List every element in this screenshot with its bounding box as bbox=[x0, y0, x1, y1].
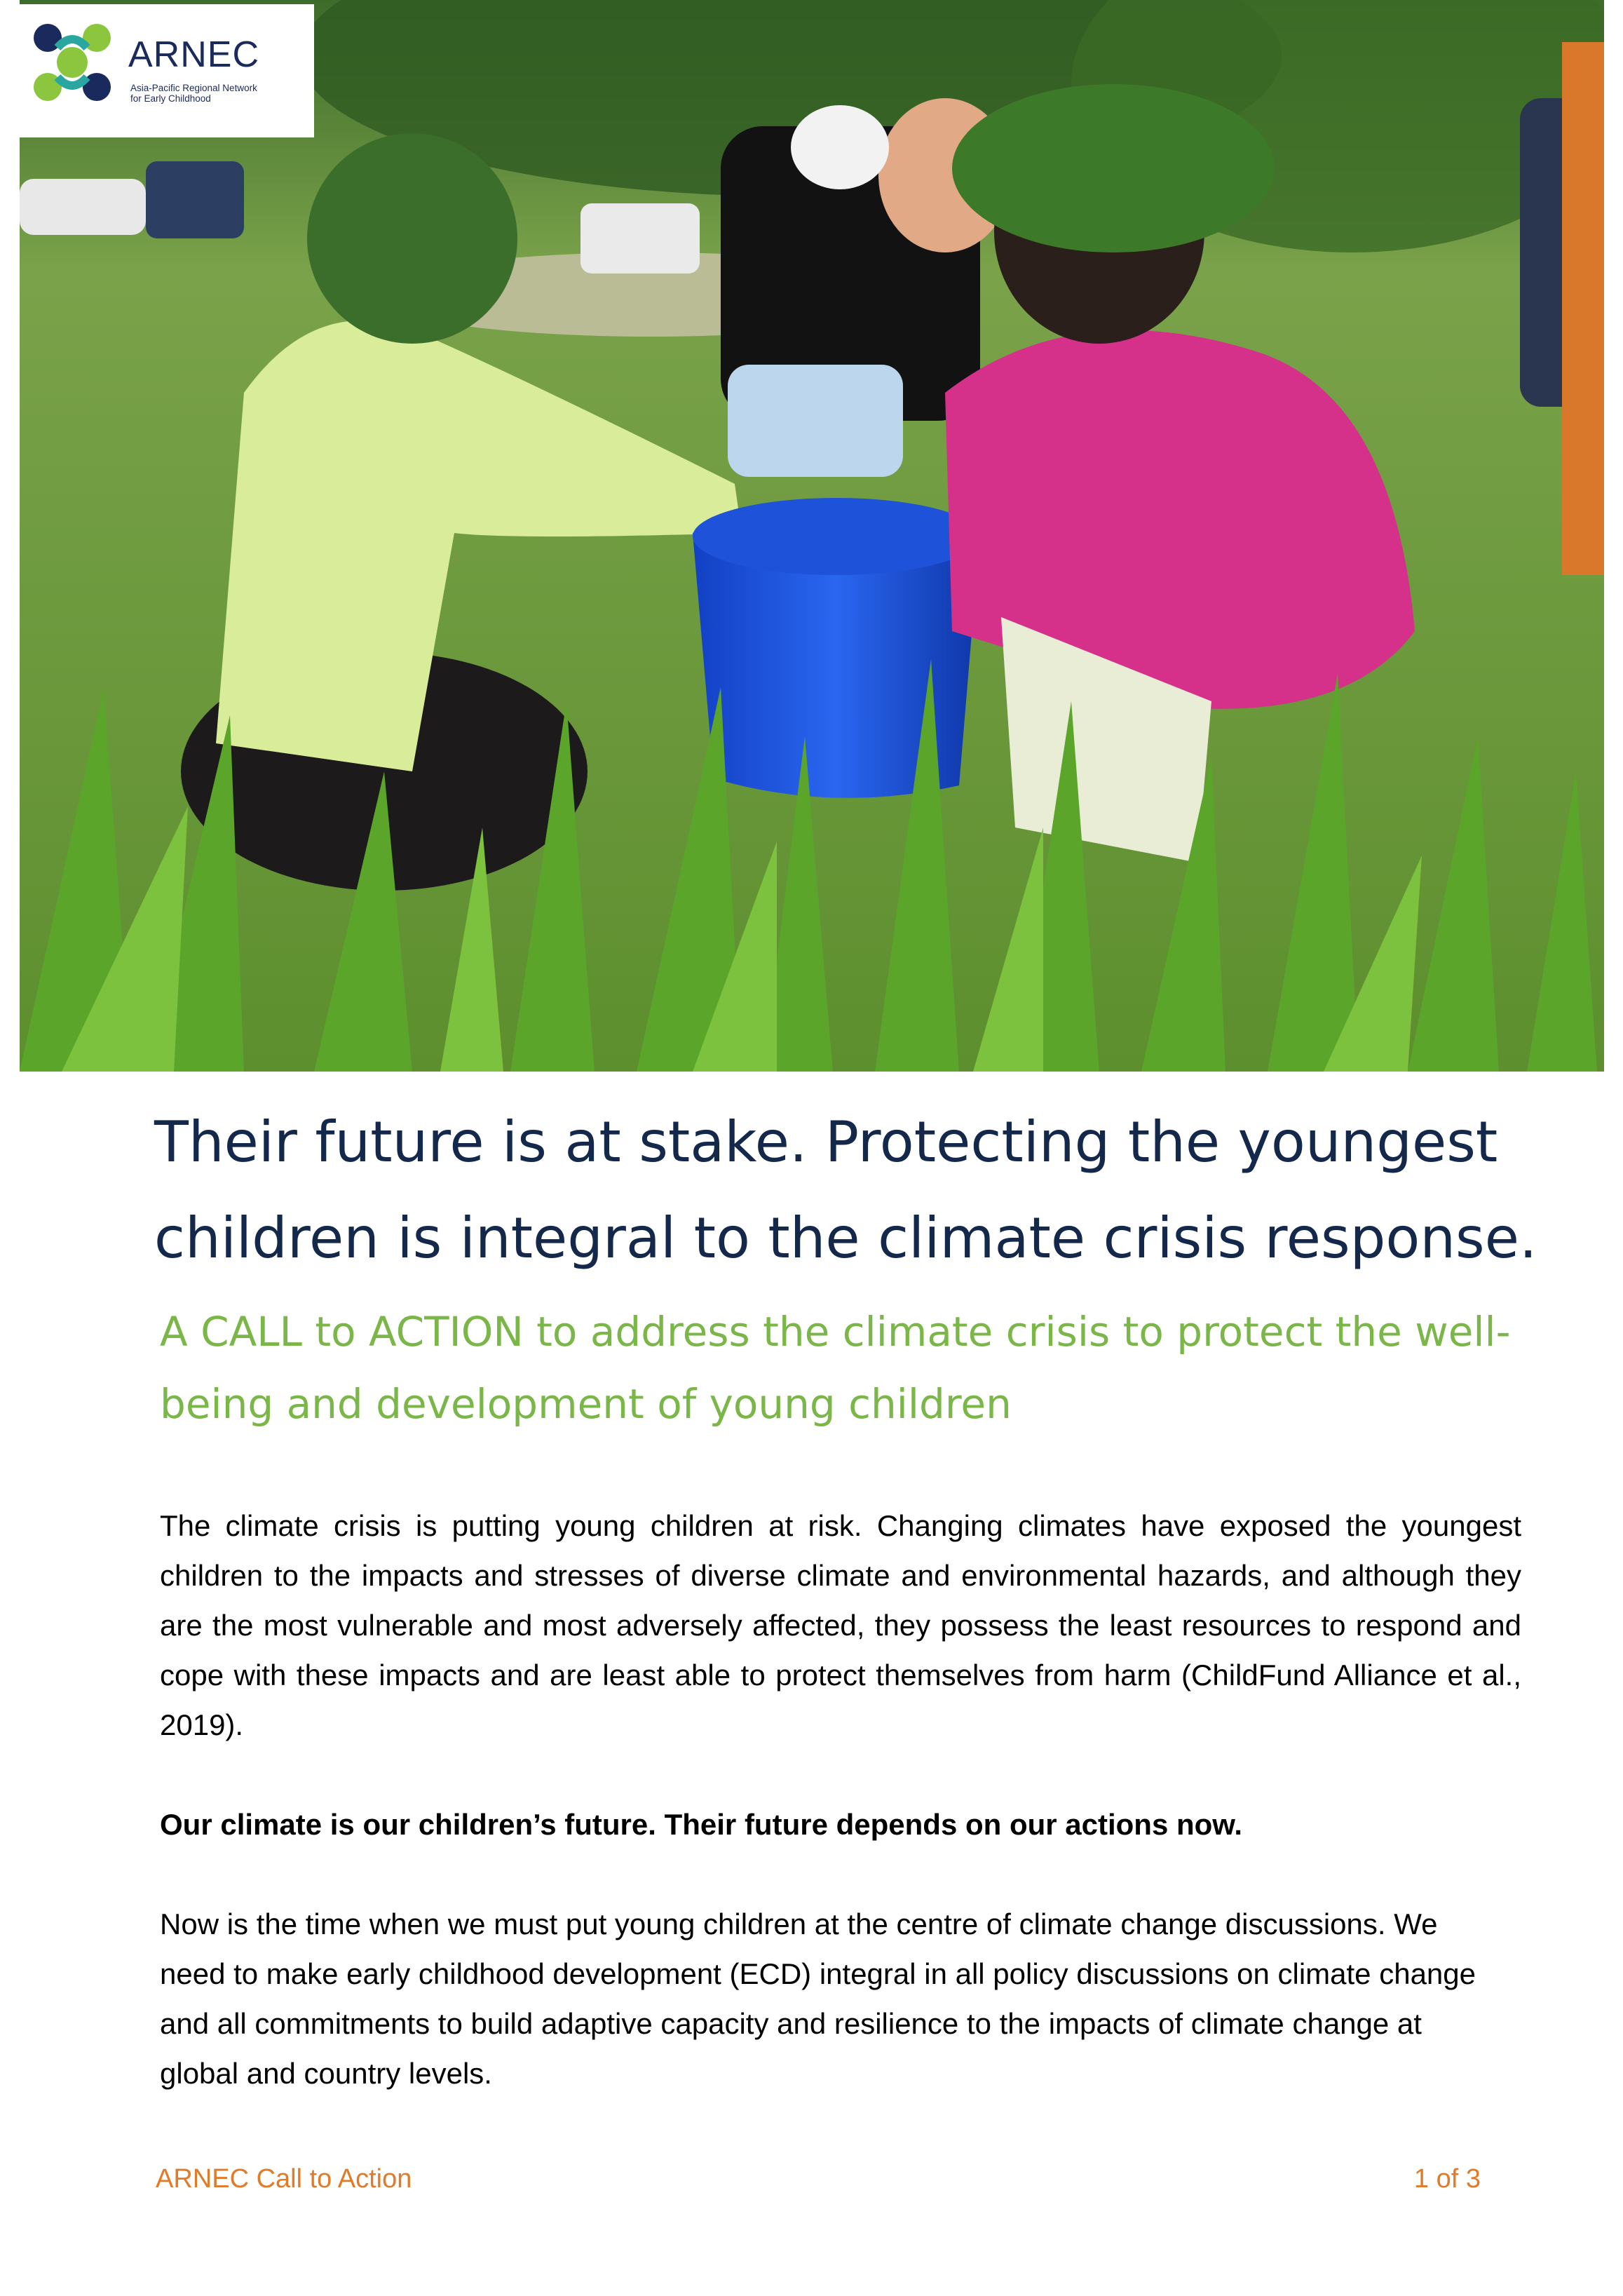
emphasis-statement: Our climate is our children’s future. Their future depends on our actions now. bbox=[160, 1808, 1243, 1841]
arnec-logo[interactable] bbox=[20, 4, 314, 137]
logo-subtitle bbox=[130, 83, 313, 104]
footer-document-title: ARNEC Call to Action bbox=[156, 2164, 412, 2194]
call-to-action-subtitle: A CALL to ACTION to address the climate crisis to protect the well-being and development of young children bbox=[160, 1308, 1511, 1428]
closing-paragraph: Now is the time when we must put young children at the centre of climate change discussions. We need to make early childhood development (ECD) integral in all policy discussions on climate change and all commitments to build adaptive capacity and resilience to the impacts of climate change at global and country levels. bbox=[160, 1907, 1476, 2090]
arnec-logo-mark-icon bbox=[27, 17, 118, 108]
footer-page-number: 1 of 3 bbox=[1413, 2164, 1481, 2194]
logo-name: ARNEC bbox=[128, 34, 260, 75]
hero-photo bbox=[20, 0, 1604, 1072]
logo-subtitle-line-2: for Early Childhood bbox=[130, 93, 211, 104]
logo-subtitle-line-1: Asia-Pacific Regional Network bbox=[130, 83, 257, 93]
intro-paragraph: The climate crisis is putting young children at risk. Changing climates have exposed the youngest children to the impacts and stresses of diverse climate and environmental hazards, and although they are the most vulnerable and most adversely affected, they possess the least resources to respond and cope with these impacts and are least able to protect themselves from harm (ChildFund Alliance et al., 2019). bbox=[160, 1509, 1521, 1741]
page-title: Their future is at stake. Protecting the youngest children is integral to the climate crisis response. bbox=[154, 1109, 1537, 1271]
